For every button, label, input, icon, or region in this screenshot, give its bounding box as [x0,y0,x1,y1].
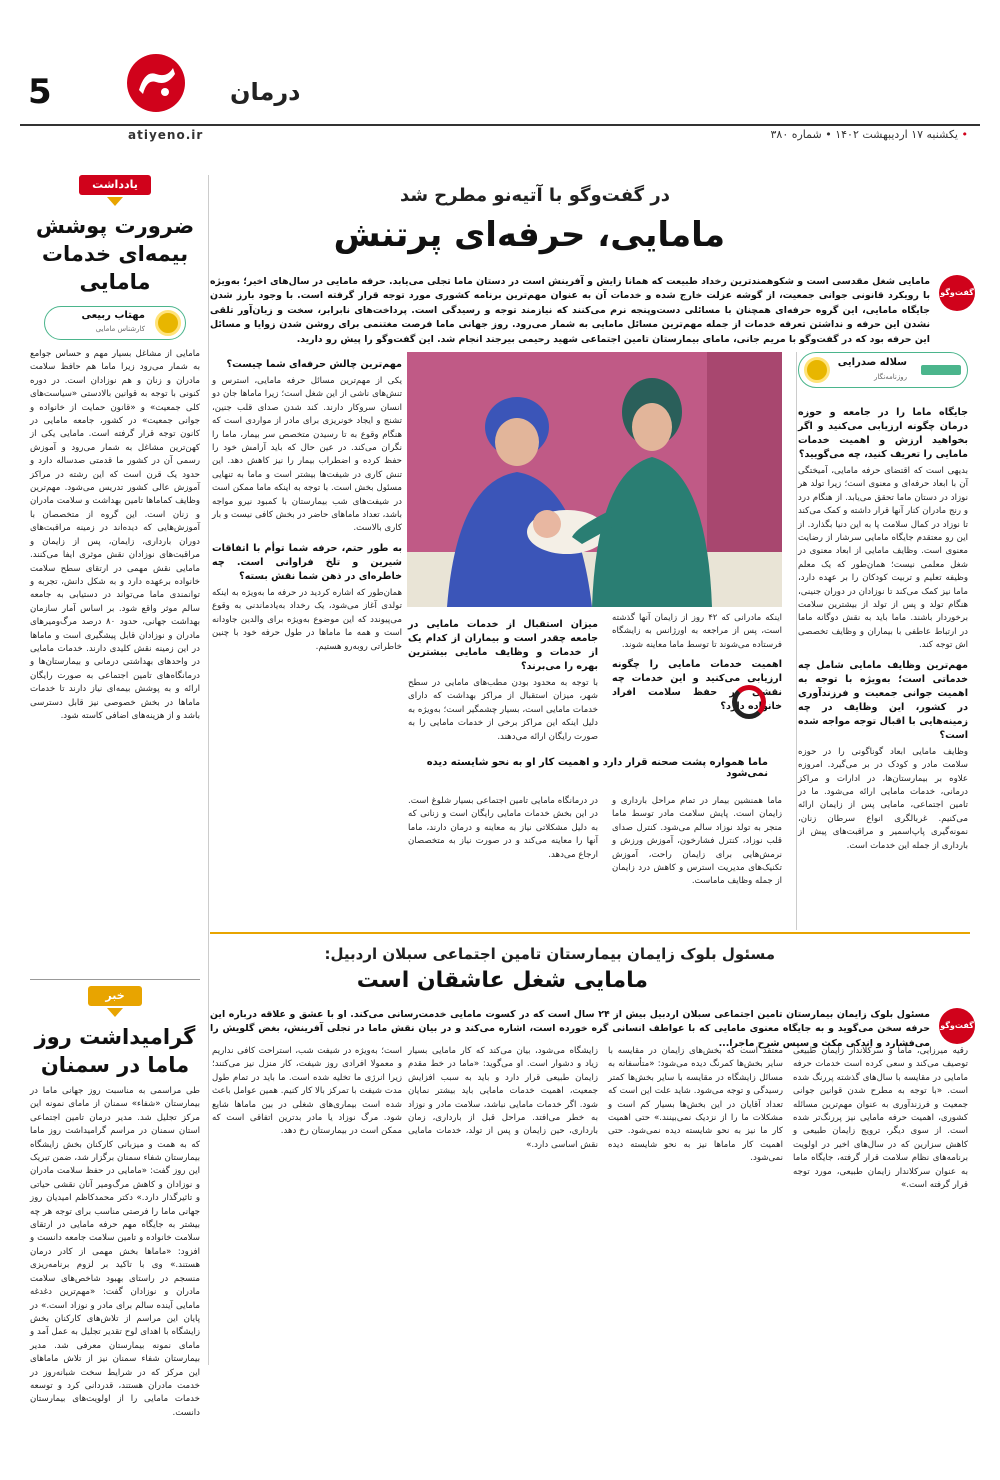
author-avatar-icon [155,310,181,336]
news-tag: خبر [88,986,142,1006]
interview-answer: وظایف مامایی ابعاد گوناگونی را در حوزه سلامت مادر و کودک در بر می‌گیرد. امروزه علاوه بر بیمارستان‌ها، در ادارات و مراکز درمانی، خدمات مامایی ارائه می‌شود. ما در تامین اجتماعی، مامایی پس از زایمان ارائه می‌کنیم. غربالگری انواع سرطان زنان، نمونه‌گیری پاپ‌اسمیر و مراقبت‌های پیش از بارداری از جمله این خدمات است. [798,746,968,851]
feature-column-right [798,400,968,928]
interviewer-name: سلاله صدرایی [837,357,907,368]
editorial-author-name: مهتاب ربیعی [81,310,145,321]
interview-badge: گفت‌وگو [939,1008,975,1044]
interview-badge: گفت‌وگو [939,275,975,311]
section-title: درمان [230,78,301,106]
interview-question: جایگاه ماما را در جامعه و حوزه درمان چگونه ارزیابی می‌کنید و اگر بخواهید ارزش و اهمیت خدمات مامایی را تعریف کنید، چه می‌گویید؟ [798,407,968,460]
editorial-body: مامایی از مشاغل بسیار مهم و حساس جوامع به شمار می‌رود زیرا ماما هم حافظ سلامت مادران و زنان و هم نوزادان است. در دوره کنونی با توجه به قوانین بالادستی «سیاست‌های کلی جمعیت» و «قانون حمایت از خانواده و جوانی جمعیت» در کشور، جامعه مامایی در کانون توجه قرار گرفته است. مامایی یکی از کهن‌ترین مشاغل به شمار می‌رود و آموزش رسمی آن در کشور ما قدمتی صدساله دارد و حدود یک قرن است که این رشته در مراکز آموزش عالی کشور تدریس می‌شود. مهم‌ترین وظایف کماماها تامین بهداشت و سلامت مادران و زنان است. این گروه از متخصصان با آموزش‌هایی که دیده‌اند در زمینه مراقبت‌های دوران بارداری، زایمان، پس از زایمان و مراقبت‌های نوزادان نقش موثری ایفا می‌کنند. مامایی نقش مهمی در ارتقای سطح سلامت خانواده برعهده دارد و به شکل دانش، تجربه و توانمندی ماما می‌تواند در دستیابی به جامعه سالم موثر واقع شود. بر اساس آمار سازمان بهداشت جهانی، حدود ۸۰ درصد مرگ‌ومیرهای مادران و نوزادان قابل پیشگیری است و ماماها در این زمینه نقش کلیدی دارند. خدمات مامایی در واحدهای بهداشتی درمانی و بیمارستان‌ها و درمانگاه‌های تامین اجتماعی به صورت رایگان ارائه و به پوشش بیمه‌ای نیاز دارند تا خدمات ماماها در بخش خصوصی نیز قابل دسترسی باشد و از هزینه‌های اضافی کاسته شود. [30,349,200,721]
section-divider [210,932,970,934]
editorial-tag: یادداشت [79,175,151,195]
accent-bar [921,365,961,375]
feature2-kicker: مسئول بلوک زایمان بیمارستان تامین اجتماعی سبلان اردبیل: [324,945,775,963]
author-avatar-icon [804,357,830,383]
feature-column-left [212,352,402,930]
bullet-icon: • [958,128,968,141]
editorial-author-role: کارشناس مامایی [95,325,145,333]
sidebar [30,175,200,1418]
interview-question: مهم‌ترین وظایف مامایی شامل چه خدماتی است؛ به‌ویژه با توجه به اهمیت جوانی جمعیت و فرزندآوری در کشور، این وظایف در چه زمینه‌هایی با اقبال توجه مواجه شده است؟ [798,659,968,741]
feature2-column-1: رقیه میرزایی، ماما و سرکلاندار زایمان طبیعی توصیف می‌کند و سعی کرده است خدمات حرفه مامایی در مقایسه با سال‌های گذشته پررنگ شده است. «با توجه به مطرح شدن قوانین جوانی جمعیت و فرزندآوری به عنوان مهم‌ترین مسائله کشوری، اهمیت حرفه مامایی نیز پررنگ‌تر شده است. از سوی دیگر، ترویج زایمان طبیعی و کاهش سزارین که در سال‌های اخیر در اولویت برنامه‌های نظام سلامت قرار گرفته، جایگاه ماما به عنوان سرکلاندار زایمان طبیعی، مورد توجه قرار گرفته است.» [793,1046,968,1191]
page-number: 5 [28,72,52,112]
editorial-author-card [44,306,186,340]
news-title: گرامیداشت روز ماما در سمنان [34,1025,196,1077]
feature-column-bottom-right: ماما همنشین بیمار در تمام مراحل بارداری و زایمان است. پایش سلامت مادر توسط ماما منجر به تولد نوزاد سالم می‌شود. کنترل صدای قلب نوزاد، کنترل فشارخون، آموزش ورزش و نرمش‌هایی برای زایمان راحت، آموزش تکنیک‌های مدیریت استرس و کاهش درد زایمان از جمله وظایف ماماست. [612,796,782,887]
feature-headline: مامایی، حرفه‌ای پرتنش [333,215,725,255]
newspaper-logo-icon [125,52,187,114]
feature2-column-3: زایشگاه می‌شود، بیان می‌کند که کار مامایی بسیار زیاد و دشوار است. او می‌گوید: «ماما در خط مقدم زایمان طبیعی قرار دارد و باید به سبب افزایش جمعیت، اهمیت خدمات مامایی باید بیشتر نمایان شود. اگر خدمات مامایی نباشد، سلامت مادر و نوزاد به خطر می‌افتد. مراحل قبل از بارداری، زمان بارداری، حین زایمان و پس از تولد، خدمات مامایی نقش اساسی دارد.» [408,1046,598,1150]
interview-question: به طور حتم، حرفه شما توأم با اتفاقات شیرین و تلخ فراوانی است. چه خاطره‌ای در ذهن شما نقش بسته؟ [212,542,402,582]
column-divider [796,352,797,930]
divider [30,979,200,980]
interviewer-card [798,352,968,388]
feature2-column-4: است؛ به‌ویژه در شیفت شب، استراحت کافی نداریم و معمولا افرادی روز شیفت، کار منزل نیز می‌کنند؛ زیرا انرژی ما تخلیه شده است. ما باید در تمام طول مدت شیفت با تمرکز بالا کار کنیم. همین عوامل باعث شده است بیماری‌های شغلی در بین ماماها شایع شود. مرگ نوزاد یا مادر بدترین اتفاقی است که ممکن است در بیمارستان رخ دهد. [212,1046,402,1137]
interview-answer: بدیهی است که اقتضای حرفه مامایی، آمیختگی آن با ابعاد حرفه‌ای و معنوی است؛ زیرا تولد هر نوزاد در دستان ماما تحقق می‌یابد. از هنگام درد و رنج مادران کنار آنها قرار داشته و کمک می‌کند تا نوزاد در کمال سلامت پا به این دنیا بگذارد. از این رو معتقدم جایگاه مامایی سرشار از رضایت معنوی است. وظایف مامایی از ابعاد معنوی در شغل معلمی نیست؛ همان‌طور که یک معلم وظیفه تعلیم و تربیت کودکان را بر عهده دارد، ماما نیز کمک می‌کند تا نوزادان در دوران جنینی، هنگام تولد و پس از تولد از بیشترین سلامت برخوردار باشند. ماما باید به نقش دوگانه ماما در ارتباط عاطفی با بیماران و وظایف تخصصی اش توجه کند. [798,466,968,651]
masthead [0,0,1000,150]
masthead-rule [20,124,980,126]
feature2-column-2: معتقد است که بخش‌های زایمان در مقایسه با سایر بخش‌ها کمرنگ دیده می‌شود: «متأسفانه به مسائل زایشگاه در مقایسه با سایر بخش‌ها کمتر رسیدگی و توجه می‌شود. شاید علت این است که تعداد آقایان در این بخش‌ها بسیار کم است و مشکلات ما را از نزدیک نمی‌بینند.» حتی اهمیت کار ما نیز به نحو شایسته دیده نمی‌شود. حتی اهمیت کار ماماها نیز به نحو شایسته دیده نمی‌شود. [608,1046,783,1164]
editorial-title: ضرورت پوشش بیمه‌ای خدمات مامایی [35,214,195,294]
feature-kicker: در گفت‌وگو با آتیه‌نو مطرح شد [399,185,670,206]
arrow-down-icon [107,197,123,206]
interview-question: میزان استقبال از خدمات مامایی در جامعه چقدر است و بیماران از کدام یک از خدمات و وظایف مامایی بیشترین بهره را می‌برند؟ [408,619,598,672]
midwife-newborn-photo [407,352,782,607]
feature2-lead: مسئول بلوک زایمان بیمارستان تامین اجتماعی سبلان اردبیل بیش از ۲۴ سال است که در کسوت مامایی خدمت‌رسانی می‌کند. او با عشق و علاقه درباره این حرفه سخن می‌گوید و به جایگاه معنوی مامایی که با عواطف انسانی گره خورده است، اشاره می‌کند و در بیان نقش ماما در تجلی آفرینش، بغض گلویش را می‌فشارد و اندکی مکث و سپس شرح ماجرا... [210,1009,930,1049]
interview-answer: یکی از مهم‌ترین مسائل حرفه مامایی، استرس و تنش‌های ناشی از این شغل است؛ زیرا ماماها جان دو انسان سروکار دارند. کند شدن صدای قلب جنین، تشنج و ایجاد خونریزی برای مادر از مواردی است که هنگام وقوع به تا رسیدن متخصص سر بیمار، ماما را نگران می‌کند. در عین حال که باید آرامش خود را حفظ کرده و اضطراب بیمار را نیز کاهش دهد. این تنش کاری در شیفت‌ها بیشتر است و ماما به تنهایی مسئول بخش است. با توجه به اینکه ماما ممکن است در شیفت‌های شب بیمارستان با کمبود نیرو مواجه باشد، تعداد ماماهای حاضر در بخش کافی نیست و بار کاری بالاست. [212,376,402,534]
interview-question: اهمیت خدمات مامایی را چگونه ارزیابی می‌کنید و این خدمات چه نقشی در حفظ سلامت افراد خانواده دارد؟ [612,659,782,713]
feature-column-mid-right [612,612,782,713]
column-divider [208,175,209,1365]
feature-column-bottom-mid: در درمانگاه مامایی تامین اجتماعی بسیار شلوغ است. در این بخش خدمات مامایی رایگان است و زنانی که به دلیل مشکلاتی نیاز به معاینه و درمان دارند، ماما آنها را معاینه می‌کند و در صورت نیاز به متخصصان ارجاع می‌دهد. [408,796,598,860]
feature-lead: مامایی شغل مقدسی است و شکوهمندترین رخداد طبیعت که همانا زایش و آفرینش است در دستان ماما تجلی می‌یابد. حرفه مامایی در سال‌های اخیر؛ به‌ویژه با رویکرد قانونی جوانی جمعیت، از گوشه عزلت خارج شده و خدمات آن به عنوان مهم‌ترین برنامه کشوری مورد توجه قرار گرفته است. با وجود بارز شدن جایگاه مامایی، این گروه حرفه‌ای همچنان با مسائلی دست‌وپنجه نرم می‌کنند که نیازمند توجه و رسیدگی است. پرداخت‌های نابرابر، سخت و زیان‌آور تلقی نشدن این حرفه و نداشتن تعرفه خدمات از جمله مهم‌ترین مسائل مامایی به شمار می‌رود. روز جهانی ماما فرصت مغتنمی برای روشن شدن زوایا و مسائل این حرفه بود که در گفت‌وگو با مریم جانی، مامای بیمارستان تامین اجتماعی شهید رحیمی بیرجند انجام شد. این گفت‌وگو را پیش رو دارید. [210,276,930,345]
interview-answer: با توجه به محدود بودن مطب‌های مامایی در سطح شهر، میزان استقبال از مراکز بهداشت که دارای خدمات مامایی است، بسیار چشمگیر است؛ به‌ویژه به دلیل اینکه این مراکز برخی از خدمات مامایی را به صورت رایگان ارائه می‌دهند. [408,678,598,742]
feature2-headline: مامایی شغل عاشقان است [356,968,648,993]
interview-answer: همان‌طور که اشاره کردید در حرفه ما به‌ویژه به اینکه تولدی آغاز می‌شود، یک رخداد به‌یادماندنی به وقوع می‌پیوندد که این موضوع به‌ویژه برای والدین جاودانه است و همه ما ماماها در طول حرفه خود با چنین خاطراتی روبه‌رو هستیم. [212,587,402,652]
interviewer-role: روزنامه‌نگار [873,373,907,381]
feature-column-mid-left [408,612,598,752]
date-line [771,128,969,141]
arrow-down-icon [107,1008,123,1017]
quote-ring-icon [732,685,766,719]
news-body: طی مراسمی به مناسبت روز جهانی ماما در بیمارستان «شفاء» سمنان از مامای نمونه این مرکز تجلیل شد. مدیر درمان تامین اجتماعی استان سمنان در مراسم گرامیداشت روز ماما که به همت و میزبانی کارکنان بخش زایشگاه بیمارستان شفاء سمنان برگزار شد، ضمن تبریک این روز گفت: «مامایی در حفظ سلامت مادران و نوزادان و کاهش مرگ‌ومیر آنان نقشی حیاتی و تاثیرگذار دارد.» دکتر محمدکاظم امیدیان روز جهانی ماما را فرصتی مناسب برای توجه هر چه بیشتر به جایگاه مهم حرفه مامایی در ارتقای سلامت خانواده و تامین سلامت جامعه دانست و افزود: «ماماها بخش مهمی از کادر درمان هستند.» وی با تاکید بر لزوم برنامه‌ریزی منسجم در راستای بهبود شاخص‌های سلامت مادران و نوزادان گفت: «مهم‌ترین دغدغه مامایی آینده سالم برای مادر و نوزاد است.» در پایان این مراسم از تلاش‌های کارکنان بخش زایشگاه با اهدای لوح تقدیر تجلیل به عمل آمد و مامای نمونه بیمارستان معرفی شد. مدیر بیمارستان شفاء سمنان نیز از تلاش ماماهای این مرکز که در شرایط سخت شبانه‌روز در خدمت مادران هستند، قدردانی کرد و توسعه خدمات مامایی را از اولویت‌های بیمارستان دانست. [30,1086,200,1418]
interview-answer: اینکه مادرانی که ۴۲ روز از زایمان آنها گذشته است، پس از مراجعه به اورژانس به زایشگاه فرستاده می‌شوند تا توسط ماما معاینه شوند. [612,613,782,650]
website[interactable]: atiyeno.ir [128,128,204,142]
date-text: یکشنبه ۱۷ اردیبهشت ۱۴۰۲ • شماره ۳۸۰ [770,128,958,141]
interview-question: مهم‌ترین چالش حرفه‌ای شما چیست؟ [226,359,402,370]
pull-quote: ماما همواره پشت صحنه قرار دارد و اهمیت کار او به نحو شایسته دیده نمی‌شود [426,757,768,779]
